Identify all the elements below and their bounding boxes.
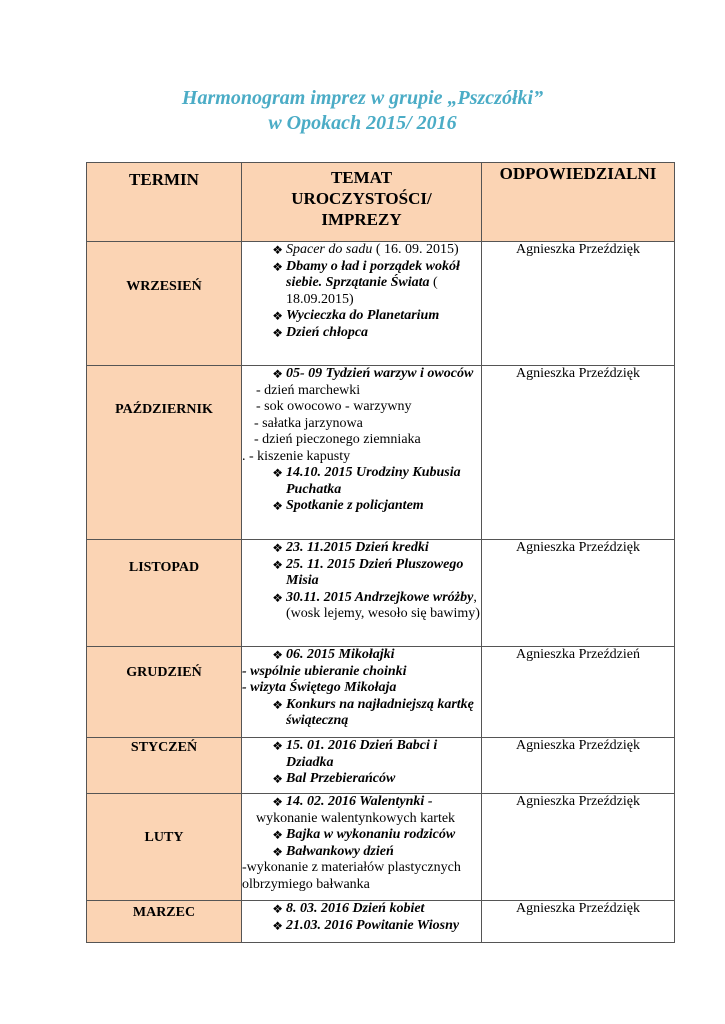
- table-row: [87, 794, 675, 901]
- table-row: [87, 901, 675, 943]
- table-row: [87, 540, 675, 647]
- month-cell: [87, 366, 242, 540]
- diamond-bullet-icon: ❖: [272, 772, 283, 786]
- month-cell: [87, 540, 242, 647]
- diamond-bullet-icon: ❖: [272, 902, 283, 916]
- title-line-2: w Opokach 2015/ 2016: [268, 112, 457, 134]
- diamond-bullet-icon: ❖: [272, 259, 283, 274]
- diamond-bullet-icon: ❖: [272, 795, 283, 809]
- title-line-1: Harmonogram imprez w grupie „Pszczółki”: [181, 87, 544, 109]
- diamond-bullet-icon: ❖: [272, 844, 283, 859]
- diamond-bullet-icon: ❖: [272, 648, 283, 662]
- month-label: LUTY: [144, 830, 184, 845]
- schedule-table: [86, 162, 675, 943]
- diamond-bullet-icon: ❖: [272, 466, 283, 480]
- month-label: MARZEC: [132, 905, 196, 920]
- month-label: GRUDZIEŃ: [126, 665, 202, 680]
- month-cell: [87, 647, 242, 738]
- responsible-cell: Agnieszka Przeździęk: [482, 366, 675, 540]
- responsible-cell: Agnieszka Przeździęk: [482, 242, 675, 366]
- header-odpowiedzialni: ODPOWIEDZIALNI: [482, 163, 675, 242]
- header-row: [87, 163, 675, 242]
- month-cell: [87, 901, 242, 943]
- diamond-bullet-icon: ❖: [272, 367, 283, 381]
- diamond-bullet-icon: ❖: [272, 828, 283, 842]
- responsible-cell: Agnieszka Przeździęk: [482, 794, 675, 901]
- header-temat: TEMAT UROCZYSTOŚCI/ IMPREZY: [242, 163, 482, 242]
- diamond-bullet-icon: ❖: [272, 557, 283, 572]
- diamond-bullet-icon: ❖: [272, 309, 283, 323]
- month-cell: [87, 738, 242, 794]
- diamond-bullet-icon: ❖: [272, 325, 283, 340]
- diamond-bullet-icon: ❖: [272, 499, 283, 513]
- header-termin: TERMIN: [87, 163, 242, 242]
- diamond-bullet-icon: ❖: [272, 243, 283, 257]
- month-label: WRZESIEŃ: [126, 279, 202, 294]
- responsible-cell: Agnieszka Przeździęk: [482, 540, 675, 647]
- diamond-bullet-icon: ❖: [272, 697, 283, 712]
- month-label: PAŹDZIERNIK: [115, 402, 213, 417]
- diamond-bullet-icon: ❖: [272, 918, 283, 933]
- table-row: [87, 366, 675, 540]
- diamond-bullet-icon: ❖: [272, 541, 283, 555]
- table-row: [87, 647, 675, 738]
- events-cell: ❖ 06. 2015 Mikołajki - wspólnie ubieranie choinki - wizyta Świętego Mikołaja ❖ Konkurs na najładniejszą kartkę świąteczną: [242, 647, 482, 738]
- month-label: STYCZEŃ: [130, 740, 198, 755]
- responsible-cell: Agnieszka Przeździęk: [482, 901, 675, 943]
- events-cell: ❖ 15. 01. 2016 Dzień Babci i Dziadka ❖ Bal Przebierańców: [242, 738, 482, 794]
- events-cell: ❖ 05- 09 Tydzień warzyw i owoców - dzień marchewki - sok owocowo - warzywny - sałatka jarzynowa - dzień pieczonego ziemniaka . - kiszenie kapusty ❖ 14.10. 2015 Urodziny Kubusia Puchatka ❖ Spotkanie z policjantem: [242, 366, 482, 540]
- events-cell: ❖ 23. 11.2015 Dzień kredki ❖ 25. 11. 2015 Dzień Pluszowego Misia ❖ 30.11. 2015 Andrzejkowe wróżby, (wosk lejemy, wesoło się bawimy): [242, 540, 482, 647]
- responsible-cell: Agnieszka Przeździęk: [482, 738, 675, 794]
- diamond-bullet-icon: ❖: [272, 590, 283, 605]
- month-cell: [87, 242, 242, 366]
- events-cell: ❖ Spacer do sadu ( 16. 09. 2015) ❖ Dbamy o ład i porządek wokół siebie. Sprzątanie Świata ( 18.09.2015) ❖ Wycieczka do Planetarium ❖ Dzień chłopca: [242, 242, 482, 366]
- table-row: [87, 242, 675, 366]
- responsible-cell: Agnieszka Przeździeń: [482, 647, 675, 738]
- table-row: [87, 738, 675, 794]
- events-cell: ❖ 8. 03. 2016 Dzień kobiet ❖ 21.03. 2016 Powitanie Wiosny: [242, 901, 482, 943]
- month-label: LISTOPAD: [128, 560, 200, 575]
- month-cell: [87, 794, 242, 901]
- events-cell: ❖ 14. 02. 2016 Walentynki - wykonanie walentynkowych kartek ❖ Bajka w wykonaniu rodziców ❖ Bałwankowy dzień -wykonanie z materiałów plastycznych olbrzymiego bałwanka: [242, 794, 482, 901]
- document-title: [0, 86, 725, 136]
- diamond-bullet-icon: ❖: [272, 739, 283, 753]
